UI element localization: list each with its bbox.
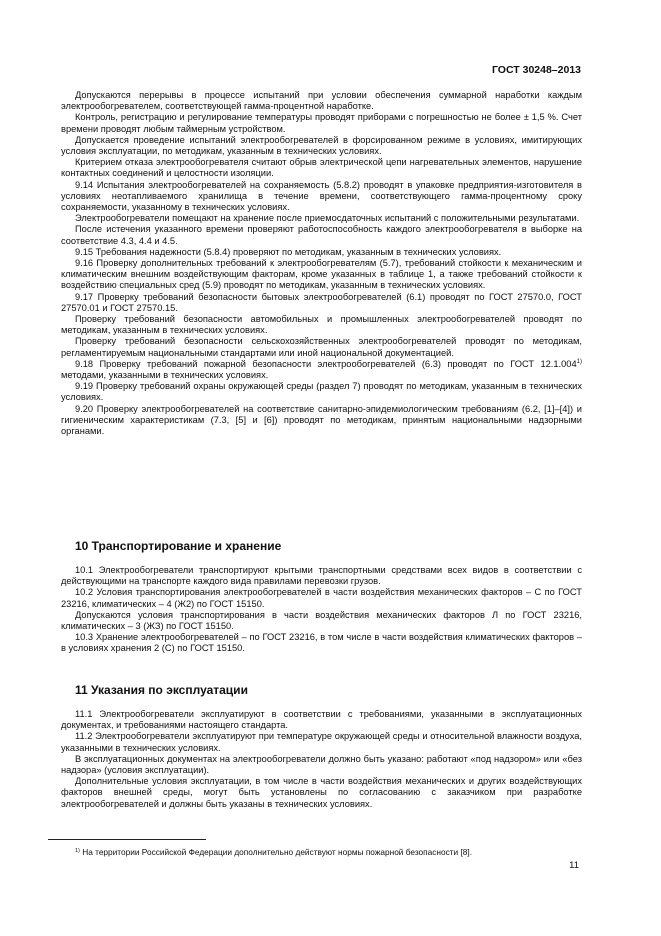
paragraph-9-17: 9.17 Проверку требований безопасности бытовых электрообогревателей (6.1) проводят по ГОСТ 27570.0, ГОСТ 27570.01 и ГОСТ 27570.15. (61, 291, 582, 313)
paragraph: 11.1 Электрообогреватели эксплуатируют в соответствии с требованиями, указанными в эксплуатационных документах, и требованиями настоящего стандарта. (61, 709, 582, 731)
paragraph: В эксплуатационных документах на электрообогреватели должно быть указано: работают «под надзором» или «без надзора» (условия эксплуатации). (61, 753, 582, 776)
paragraph: Дополнительные условия эксплуатации, в том числе в части воздействия механических и других воздействующих факторов внешней среды, могут быть установлены по согласованию с заказчиком при разработке электрообогревателей и должны быть указаны в технических условиях. (61, 776, 582, 809)
paragraph: После истечения указанного времени проверяют работоспособность каждого электрообогревателя в выборке на соответствие 4.3, 4.4 и 4.5. (61, 224, 582, 246)
paragraph: Допускается проведение испытаний электрообогревателей в форсированном режиме в условиях, имитирующих условия эксплуатации, по методикам, указанным в технических условиях. (61, 134, 582, 157)
footnote-marker: 1) (75, 848, 80, 854)
paragraph: Допускаются перерывы в процессе испытаний при условии обеспечения суммарной наработки каждым электрообогревателем, соответствующей гамма-процентной наработке. (61, 90, 582, 112)
paragraph: Электрообогреватели помещают на хранение после приемосдаточных испытаний с положительными результатами. (75, 213, 580, 224)
paragraph: 10.2 Условия транспортирования электрообогревателей в части воздействия механических факторов – С по ГОСТ 23216, климатических – 4 (Ж2) по ГОСТ 15150. (61, 587, 582, 609)
section-9-continued (61, 90, 582, 437)
footnote-reference[interactable]: 1) (576, 358, 582, 365)
document-code: ГОСТ 30248–2013 (491, 64, 581, 76)
paragraph: 9.15 Требования надежности (5.8.4) проверяют по методикам, указанным в технических условиях. (75, 246, 502, 257)
paragraph-text: методами, указанными в технических условиях. (61, 370, 269, 381)
paragraph-9-18 (61, 359, 582, 381)
paragraph: 9.20 Проверку электрообогревателей на соответствие санитарно-эпидемиологическим требованиям (6.2, [1]–[4]) и гигиеническим характеристикам (7.3, [5] и [6]) проводят по методикам, принятым национальными надзорными органами. (61, 403, 582, 437)
section-11-heading: 11 Указания по эксплуатации (75, 683, 248, 697)
section-11-body (61, 709, 582, 810)
paragraph: Контроль, регистрацию и регулирование температуры проводят приборами с погрешностью не более ± 1,5 %. Счет времени проводят любым таймерным устройством. (61, 112, 582, 134)
paragraph: Проверку требований безопасности сельскохозяйственных электрообогревателей проводят по методикам, регламентируемым национальными стандартами или иной национальной документацией. (61, 336, 582, 358)
page-number: 11 (569, 860, 579, 871)
paragraph: Проверку требований безопасности автомобильных и промышленных электрообогревателей проводят по методикам, указанным в технических условиях. (61, 314, 582, 336)
paragraph: 11.2 Электрообогреватели эксплуатируют при температуре окружающей среды и относительной влажности воздуха, указанными в технических условиях. (61, 731, 582, 753)
paragraph: 9.19 Проверку требований охраны окружающей среды (раздел 7) проводят по методикам, указанным в технических условиях. (61, 381, 582, 403)
paragraph: Критерием отказа электрообогревателя считают обрыв электрической цепи нагревательных элементов, нарушение контактных соединений и целостности изоляции. (61, 157, 582, 179)
footnote-text: На территории Российской Федерации дополнительно действуют нормы пожарной безопасности [8]. (79, 847, 473, 857)
paragraph: 9.16 Проверку дополнительных требований к электрообогревателям (5.7), требований стойкости к механическим и климатическим внешним воздействующим факторам, кроме указанных в таблице 1, а также требований стойкости к воздействию специальных сред (5.9) проводят по методикам, указанным в технических условиях. (61, 258, 582, 291)
paragraph: Допускаются условия транспортирования в части воздействия механических факторов Л по ГОСТ 23216, климатических – 3 (ЖЗ) по ГОСТ 15150. (61, 609, 582, 632)
footnote (75, 847, 472, 857)
paragraph: 10.1 Электрообогреватели транспортируют крытыми транспортными средствами всех видов в соответствии с действующими на транспорте каждого вида правилами перевозки грузов. (61, 565, 582, 587)
section-10-heading: 10 Транспортирование и хранение (75, 539, 282, 553)
section-10-body (61, 565, 582, 655)
paragraph-text: 9.18 Проверку требований пожарной безопасности электрообогревателей (6.3) проводят по ГОСТ 12.1.004 (75, 358, 577, 369)
paragraph: 10.3 Хранение электрообогревателей – по ГОСТ 23216, в том числе в части воздействия климатических факторов – в условиях хранения 2 (С) по ГОСТ 15150. (61, 632, 582, 654)
footnote-divider (48, 839, 206, 840)
paragraph: 9.14 Испытания электрообогревателей на сохраняемость (5.8.2) проводят в упаковке предприятия-изготовителя в условиях неотапливаемого хранилища в течение времени, соответствующего гамма-процентному сроку сохраняемости, указанному в технических условиях. (61, 179, 582, 213)
